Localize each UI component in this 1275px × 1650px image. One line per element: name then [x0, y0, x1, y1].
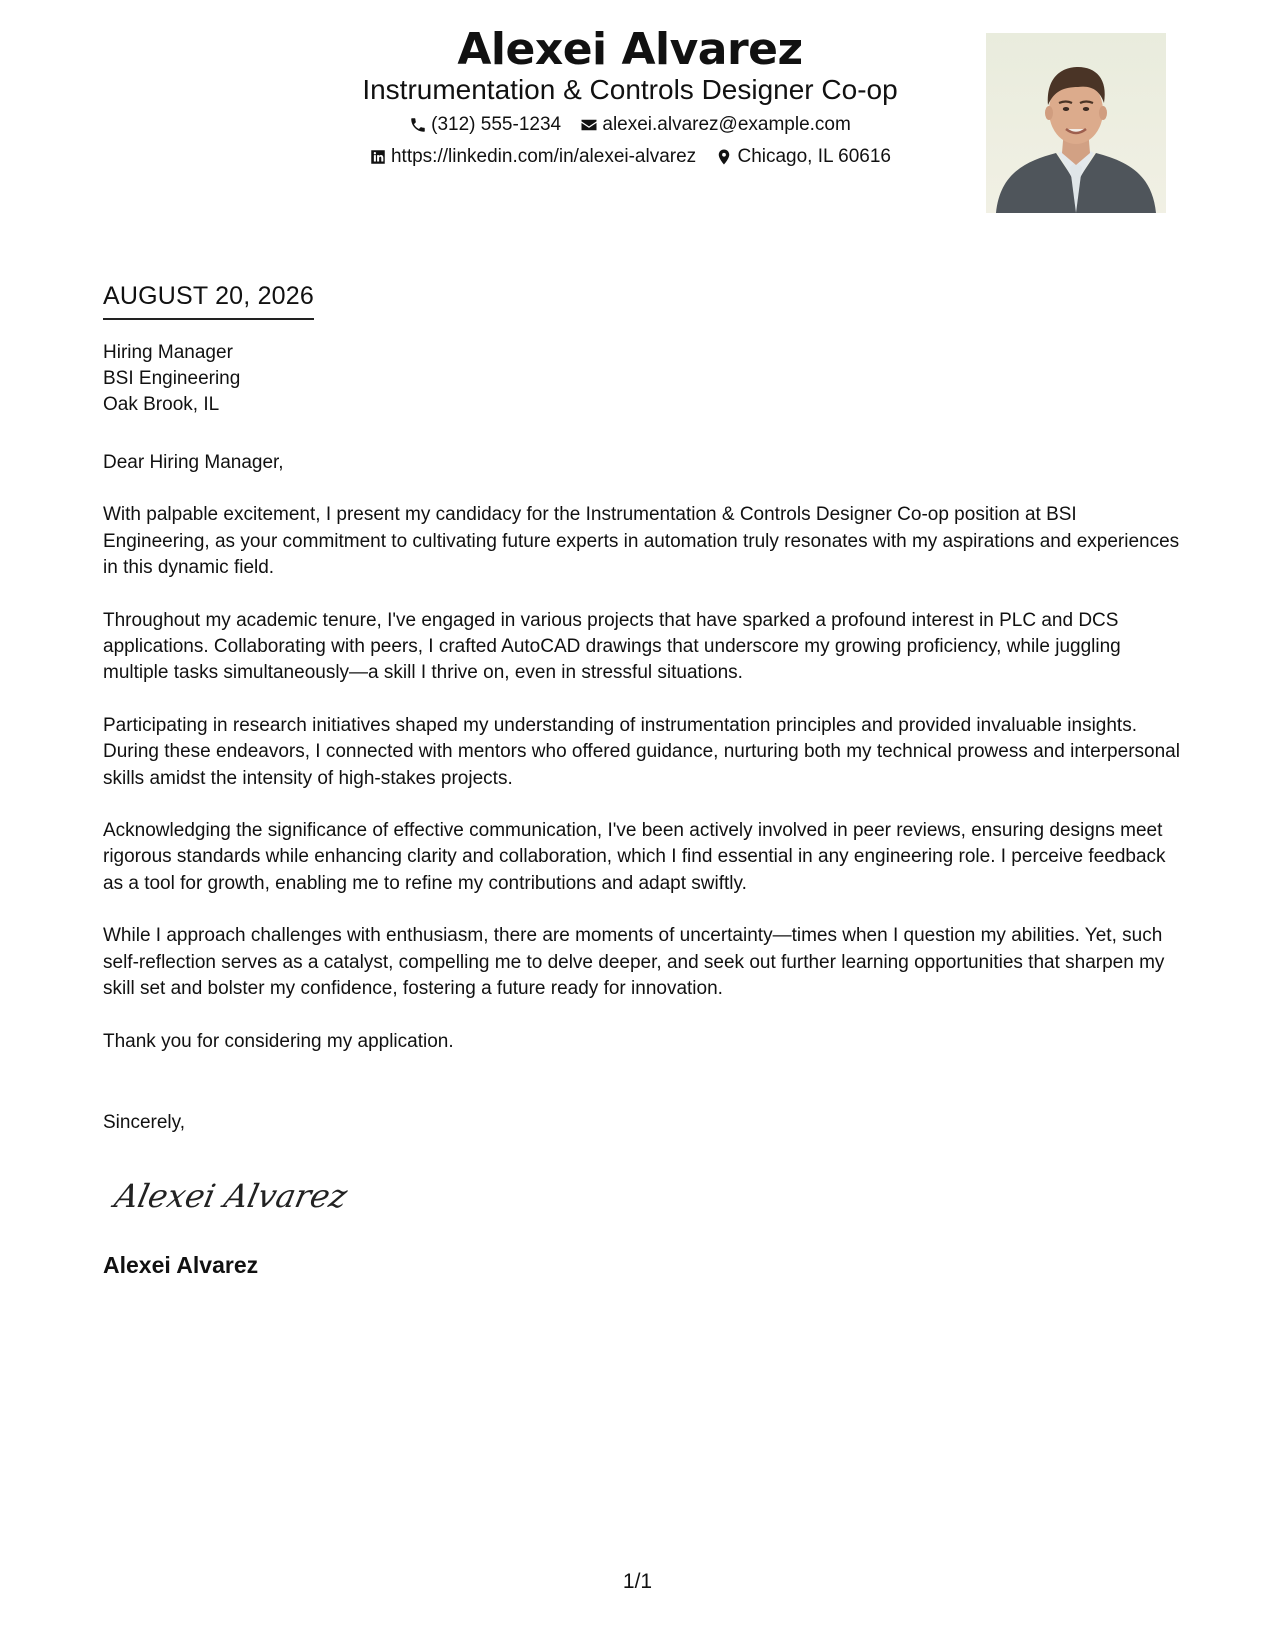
- page-number: 1/1: [622, 1570, 653, 1593]
- contact-location: [715, 144, 891, 170]
- recipient-title: Hiring Manager: [103, 342, 233, 363]
- map-pin-icon: [715, 148, 733, 166]
- location-text: Chicago, IL 60616: [737, 146, 891, 167]
- envelope-icon: [580, 116, 598, 134]
- contact-email[interactable]: [580, 112, 850, 138]
- body-paragraph: With palpable excitement, I present my candidacy for the Instrumentation & Controls Designer Co-op position at BSI Engineering, as your commitment to cultivating future experts in automation truly resonates with my aspirations and experiences in this dynamic field.: [103, 504, 1180, 579]
- body-paragraph: Thank you for considering my application.: [103, 1030, 454, 1052]
- phone-text: (312) 555-1234: [431, 114, 562, 135]
- body-paragraph: While I approach challenges with enthusiasm, there are moments of uncertainty—times when I question my abilities. Yet, such self-reflection serves as a catalyst, compelling me to delve deeper, and seek out further learning opportunities that sharpen my skill set and bolster my confidence, fostering a future ready for innovation.: [103, 925, 1165, 1000]
- recipient-company: BSI Engineering: [103, 368, 241, 389]
- letter-header: [0, 0, 1275, 240]
- closing: Sincerely,: [103, 1112, 186, 1133]
- letter-body: [103, 450, 1183, 1081]
- signer-name: Alexei Alvarez: [103, 1252, 259, 1278]
- phone-icon: [409, 116, 427, 134]
- email-text: alexei.alvarez@example.com: [602, 114, 851, 135]
- linkedin-text: https://linkedin.com/in/alexei-alvarez: [390, 146, 697, 167]
- contact-phone[interactable]: [409, 112, 561, 138]
- signature-text: Alexei Alvarez: [111, 1177, 351, 1215]
- contact-row-primary: [330, 112, 930, 142]
- contact-row-secondary: [330, 144, 930, 174]
- recipient-location: Oak Brook, IL: [103, 394, 220, 415]
- handwritten-signature: [110, 1165, 360, 1225]
- applicant-photo: [986, 33, 1166, 213]
- contact-linkedin[interactable]: [369, 144, 696, 170]
- body-paragraph: Throughout my academic tenure, I've engaged in various projects that have sparked a profound interest in PLC and DCS applications. Collaborating with peers, I crafted AutoCAD drawings that underscore my growing proficiency, while juggling multiple tasks simultaneously—a skill I thrive on, even in stressful situations.: [103, 609, 1121, 684]
- recipient-block: [103, 340, 240, 418]
- linkedin-icon: [369, 148, 387, 166]
- body-paragraph: Acknowledging the significance of effective communication, I've been actively involved in peer reviews, ensuring designs meet rigorous standards while enhancing clarity and collaboration, which I find essential in any engineering role. I perceive feedback as a tool for growth, enabling me to refine my contributions and adapt swiftly.: [103, 820, 1166, 894]
- applicant-role: Instrumentation & Controls Designer Co-op: [362, 74, 898, 105]
- body-paragraph: Participating in research initiatives shaped my understanding of instrumentation principles and provided invaluable insights. During these endeavors, I connected with mentors who offered guidance, nurturing both my technical prowess and interpersonal skills amidst the intensity of high-stakes projects.: [103, 714, 1180, 789]
- letter-date: AUGUST 20, 2026: [103, 280, 314, 320]
- salutation: Dear Hiring Manager,: [103, 452, 284, 473]
- applicant-name: Alexei Alvarez: [457, 24, 803, 75]
